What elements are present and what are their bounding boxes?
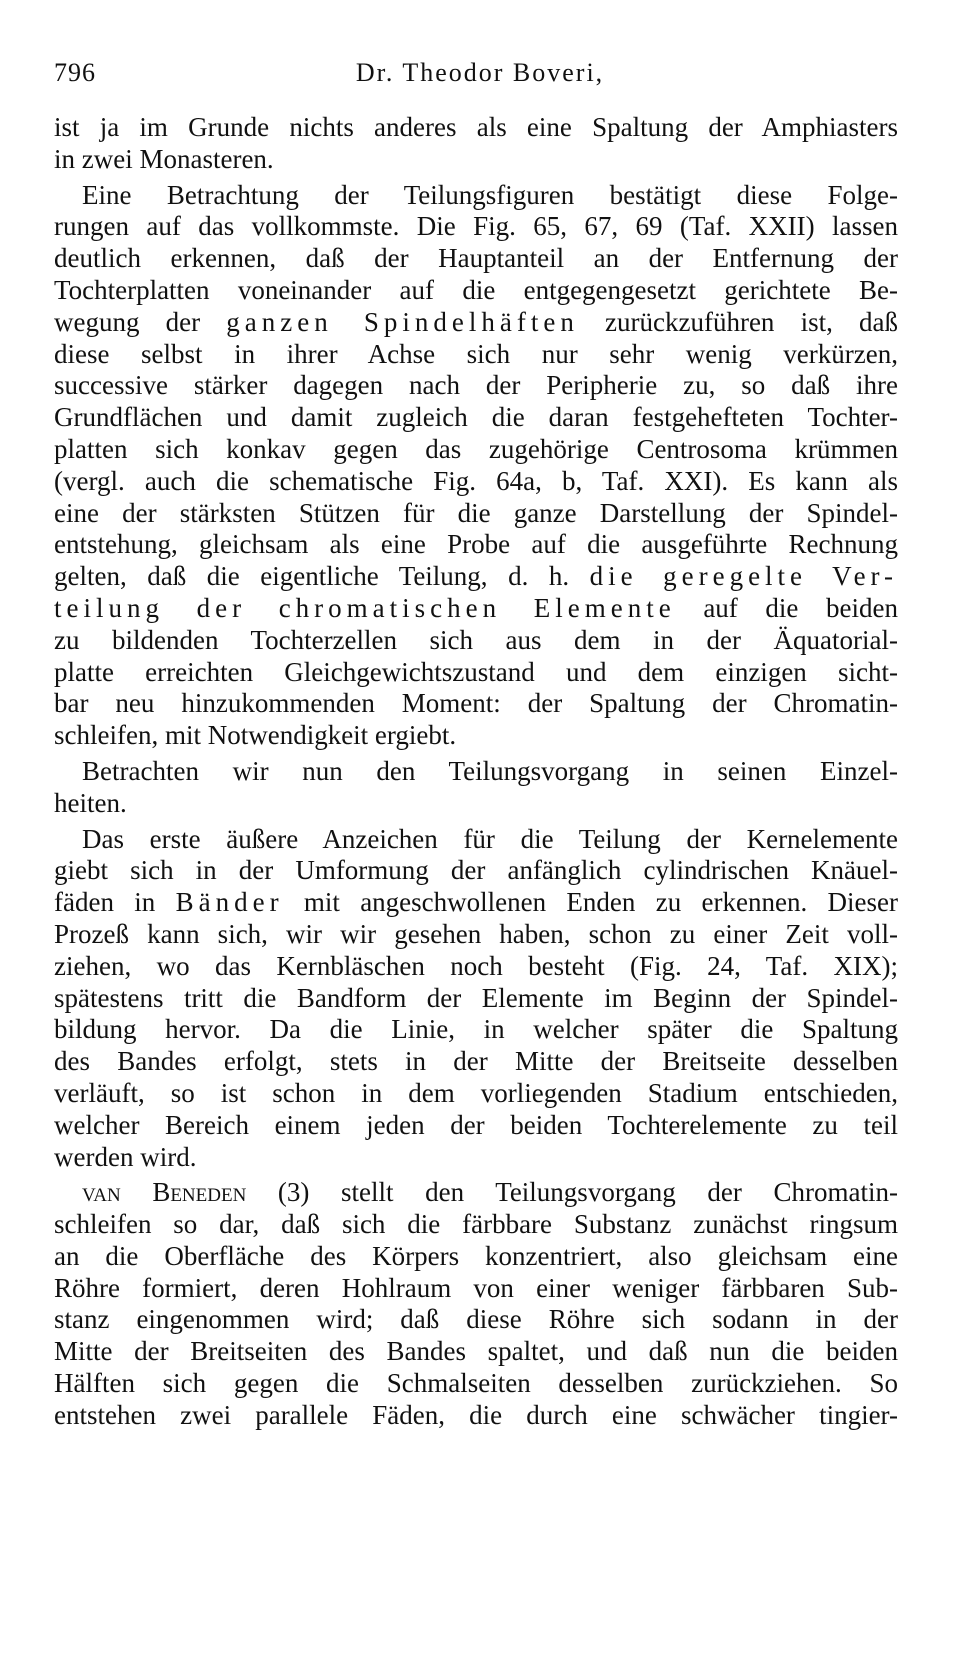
text-line: Hälften sich gegen die Schmalseiten desselben zurückziehen. So — [54, 1368, 898, 1399]
text-line: Das erste äußere Anzeichen für die Teilung der Kernelemente — [82, 823, 898, 854]
text-segment: wegung der — [54, 306, 227, 337]
text-line — [54, 593, 898, 625]
text-segment: mit angeschwollenen Enden zu erkennen. Dieser — [283, 887, 898, 918]
text-line: giebt sich in der Umformung der anfänglich cylindrischen Knäuel- — [54, 855, 898, 886]
text-line: werden wird. — [54, 1141, 197, 1172]
text-line: entstehen zwei parallele Fäden, die durch eine schwächer tingier- — [54, 1399, 898, 1430]
text-line: in zwei Monasteren. — [54, 143, 274, 174]
text-line: platten sich konkav gegen das zugehörige Centrosoma krümmen — [54, 433, 898, 464]
text-line — [54, 307, 898, 339]
text-line: spätestens tritt die Bandform der Elemente im Beginn der Spindel- — [54, 982, 898, 1013]
text-line: schleifen, mit Notwendigkeit ergiebt. — [54, 720, 457, 751]
text-line: (vergl. auch die schematische Fig. 64a, b, Taf. XXI). Es kann als — [54, 465, 898, 496]
text-line: entstehung, gleichsam als eine Probe auf die ausgeführte Rechnung — [54, 529, 898, 560]
spaced-emphasis: ganzen Spindelhäften — [226, 306, 579, 337]
text-line: zu bildenden Tochterzellen sich aus dem in der Äquatorial- — [54, 624, 898, 655]
text-line: verläuft, so ist schon in dem vorliegenden Stadium entschieden, — [54, 1077, 898, 1108]
text-line: platte erreichten Gleichgewichtszustand und dem einzigen sicht- — [54, 656, 898, 687]
text-segment: auf die beiden — [675, 592, 898, 623]
author-name: van Beneden — [82, 1177, 247, 1208]
text-line: ziehen, wo das Kernbläschen noch besteht (Fig. 24, Taf. XIX); — [54, 950, 898, 981]
text-line: diese selbst in ihrer Achse sich nur sehr wenig verkürzen, — [54, 338, 898, 369]
spaced-emphasis: Bänder — [175, 887, 284, 918]
text-line — [54, 561, 898, 593]
text-line: Grundflächen und damit zugleich die daran festgehefteten Tochter- — [54, 402, 898, 433]
text-line: Röhre formiert, deren Hohlraum von einer weniger färbbaren Sub- — [54, 1272, 898, 1303]
page-number: 796 — [54, 58, 96, 87]
text-segment: (3) stellt den Teilungsvorgang der Chromatin- — [246, 1177, 898, 1208]
paragraph — [54, 824, 898, 1174]
text-line: Tochterplatten voneinander auf die entgegengesetzt gerichtete Be- — [54, 274, 898, 305]
running-head: Dr. Theodor Boveri, — [355, 58, 605, 87]
text-line: bildung hervor. Da die Linie, in welcher später die Spaltung — [54, 1014, 898, 1045]
spaced-emphasis: die geregelte Ver- — [589, 561, 898, 592]
page-header — [54, 58, 906, 98]
text-segment: zurückzuführen ist, daß — [578, 306, 898, 337]
paragraph — [54, 180, 898, 752]
text-line: eine der stärksten Stützen für die ganze Darstellung der Spindel- — [54, 497, 898, 528]
paragraph — [54, 1177, 898, 1431]
text-line — [54, 1177, 898, 1209]
text-line: welcher Bereich einem jeden der beiden Tochterelemente zu teil — [54, 1109, 898, 1140]
body-text — [54, 112, 898, 1432]
text-line: bar neu hinzukommenden Moment: der Spaltung der Chromatin- — [54, 688, 898, 719]
text-line: stanz eingenommen wird; daß diese Röhre sich sodann in der — [54, 1304, 898, 1335]
text-line: heiten. — [54, 787, 127, 818]
text-line: Betrachten wir nun den Teilungsvorgang in seinen Einzel- — [82, 755, 898, 786]
text-line: des Bandes erfolgt, stets in der Mitte der Breitseite desselben — [54, 1046, 898, 1077]
text-line: successive stärker dagegen nach der Peripherie zu, so daß ihre — [54, 370, 898, 401]
text-line: Eine Betrachtung der Teilungsfiguren bestätigt diese Folge- — [82, 179, 898, 210]
text-segment: fäden in — [54, 887, 176, 918]
text-line: Prozeß kann sich, wir wir gesehen haben, schon zu einer Zeit voll- — [54, 918, 898, 949]
text-line: an die Oberfläche des Körpers konzentriert, also gleichsam eine — [54, 1240, 898, 1271]
text-segment: gelten, daß die eigentliche Teilung, d. h. — [54, 561, 590, 592]
text-line: Mitte der Breitseiten des Bandes spaltet, und daß nun die beiden — [54, 1336, 898, 1367]
paragraph — [54, 112, 898, 176]
text-line: deutlich erkennen, daß der Hauptanteil an der Entfernung der — [54, 243, 898, 274]
spaced-emphasis: teilung der chromatischen Elemente — [54, 592, 676, 623]
text-line — [54, 887, 898, 919]
paragraph — [54, 756, 898, 820]
text-line: rungen auf das vollkommste. Die Fig. 65, 67, 69 (Taf. XXII) lassen — [54, 211, 898, 242]
text-line: ist ja im Grunde nichts anderes als eine Spaltung der Amphiasters — [54, 112, 898, 142]
text-line: schleifen so dar, daß sich die färbbare Substanz zunächst ringsum — [54, 1209, 898, 1240]
